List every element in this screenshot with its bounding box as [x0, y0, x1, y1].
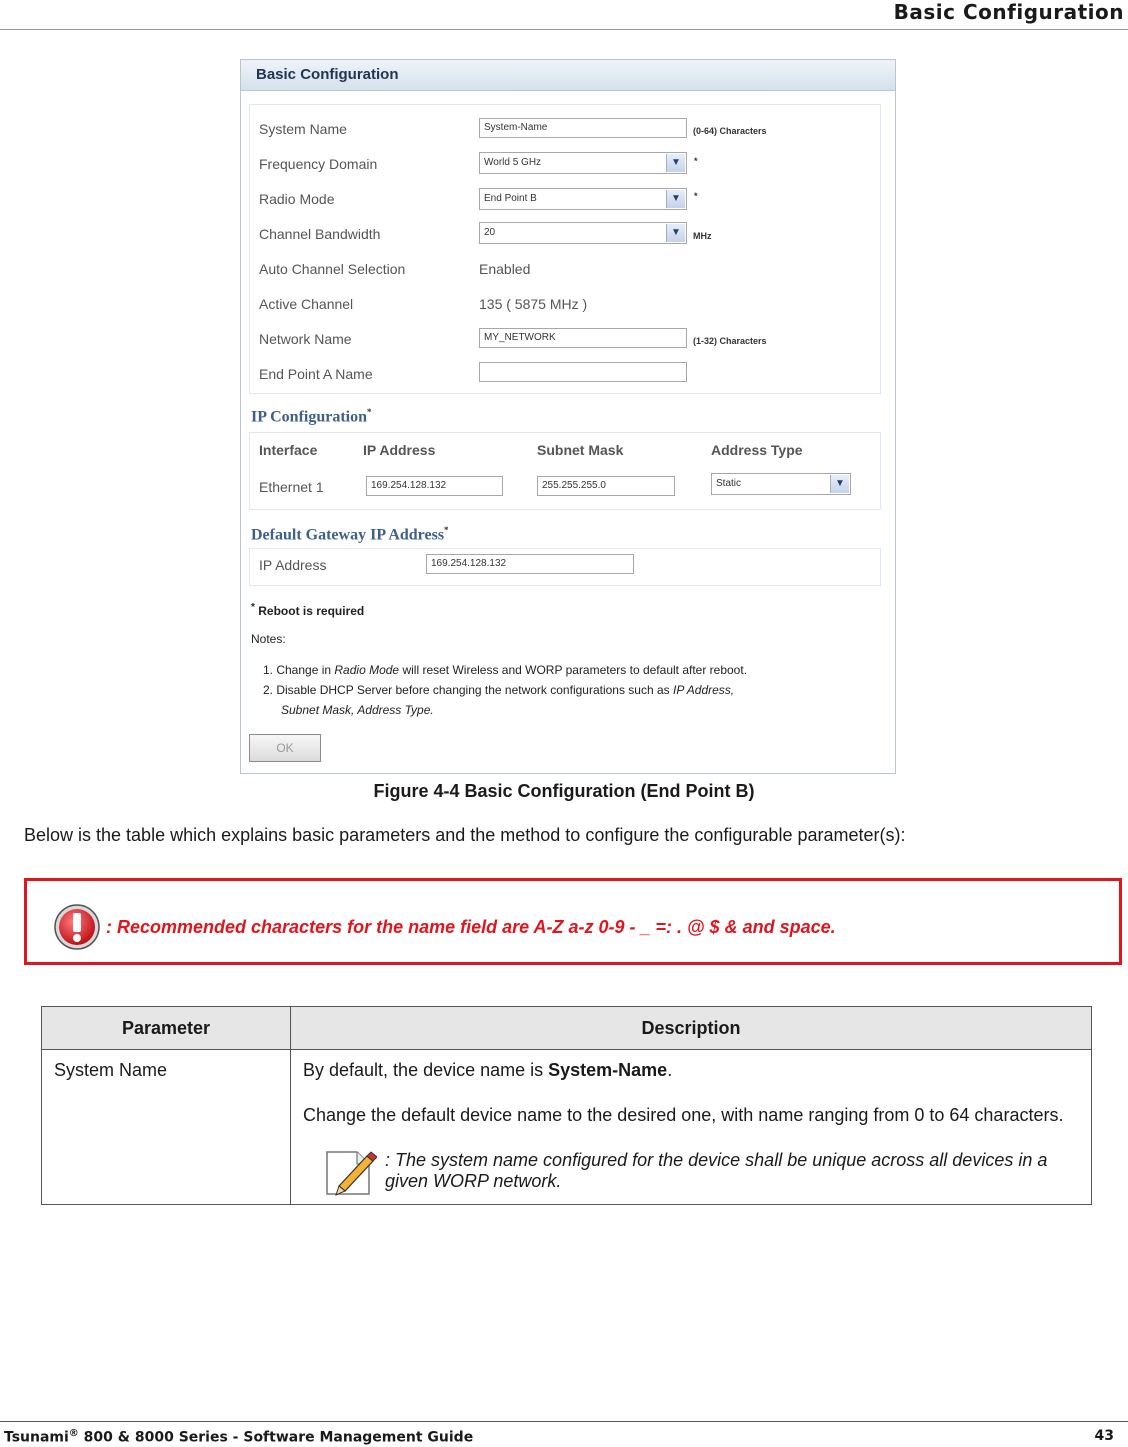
channel-bandwidth-unit: MHz	[693, 231, 712, 241]
table-row	[42, 1050, 1092, 1205]
chevron-down-icon[interactable]: ▼	[666, 154, 685, 172]
address-type-value: Static	[716, 478, 742, 489]
active-channel-value: 135 ( 5875 MHz )	[479, 296, 588, 312]
table-header-row	[42, 1007, 1092, 1050]
channel-bandwidth-select[interactable]	[479, 222, 687, 244]
radio-mode-label: Radio Mode	[259, 191, 335, 207]
reboot-required-note: * Reboot is required	[251, 602, 365, 618]
network-name-hint: (1-32) Characters	[693, 336, 767, 346]
frequency-domain-value: World 5 GHz	[484, 157, 542, 168]
chevron-down-icon[interactable]: ▼	[666, 224, 685, 242]
network-name-input[interactable]: MY_NETWORK	[479, 328, 687, 348]
warning-text: : Recommended characters for the name field are A-Z a-z 0-9 - _ =: . @ $ & and space.	[106, 917, 836, 937]
frequency-domain-required: *	[694, 156, 698, 166]
parameter-name-cell: System Name	[42, 1050, 291, 1205]
system-name-label: System Name	[259, 121, 347, 137]
radio-mode-select[interactable]	[479, 188, 687, 210]
description-change-text: Change the default device name to the desired one, with name ranging from 0 to 64 characters.	[303, 1105, 1064, 1125]
network-name-label: Network Name	[259, 331, 352, 347]
end-point-a-name-label: End Point A Name	[259, 366, 373, 382]
default-gateway-heading: Default Gateway IP Address*	[251, 525, 449, 544]
ip-configuration-heading: IP Configuration*	[251, 407, 372, 426]
parameter-table	[41, 1006, 1092, 1205]
auto-channel-selection-label: Auto Channel Selection	[259, 261, 406, 277]
note-2-continued: Subnet Mask, Address Type.	[281, 703, 434, 717]
intro-paragraph: Below is the table which explains basic parameters and the method to configure the configurable parameter(s):	[24, 825, 906, 845]
auto-channel-selection-value: Enabled	[479, 261, 531, 277]
footer-guide-title: Tsunami® 800 & 8000 Series - Software Management Guide	[4, 1428, 474, 1446]
running-header-title: Basic Configuration	[893, 0, 1124, 24]
page-number: 43	[1094, 1428, 1114, 1444]
gateway-ip-address-input[interactable]: 169.254.128.132	[426, 554, 634, 574]
frequency-domain-label: Frequency Domain	[259, 156, 378, 172]
note-text: : The system name configured for the device shall be unique across all devices in a given WORP network.	[385, 1150, 1048, 1191]
system-name-hint: (0-64) Characters	[693, 126, 767, 136]
header-rule	[0, 29, 1128, 30]
ip-address-input[interactable]: 169.254.128.132	[366, 476, 503, 496]
ok-button[interactable]: OK	[249, 734, 321, 762]
col-ip-address-header: IP Address	[363, 442, 436, 458]
pencil-note-icon	[323, 1148, 377, 1198]
channel-bandwidth-label: Channel Bandwidth	[259, 226, 381, 242]
subnet-mask-input[interactable]: 255.255.255.0	[537, 476, 675, 496]
panel-title: Basic Configuration	[256, 66, 399, 83]
interface-ethernet-1: Ethernet 1	[259, 479, 324, 495]
channel-bandwidth-value: 20	[484, 227, 496, 238]
frequency-domain-select[interactable]	[479, 152, 687, 174]
gateway-ip-address-label: IP Address	[259, 557, 327, 573]
end-point-a-name-input[interactable]	[479, 362, 687, 382]
col-interface-header: Interface	[259, 442, 318, 458]
radio-mode-required: *	[694, 191, 698, 201]
chevron-down-icon[interactable]: ▼	[830, 475, 849, 493]
note-1: 1. Change in Radio Mode will reset Wireless and WORP parameters to default after reboot.	[263, 663, 748, 677]
warning-exclamation-icon	[53, 903, 101, 951]
col-subnet-mask-header: Subnet Mask	[537, 442, 624, 458]
note-2: 2. Disable DHCP Server before changing the network configurations such as IP Address,	[263, 683, 735, 697]
active-channel-label: Active Channel	[259, 296, 354, 312]
warning-callout	[24, 878, 1122, 965]
description-cell	[291, 1050, 1092, 1205]
note-callout	[303, 1150, 1079, 1192]
figure-caption: Figure 4-4 Basic Configuration (End Point B)	[373, 781, 755, 801]
notes-heading: Notes:	[251, 632, 286, 646]
radio-mode-value: End Point B	[484, 193, 537, 204]
parameter-column-header: Parameter	[42, 1007, 291, 1050]
footer-rule	[0, 1421, 1128, 1422]
basic-configuration-screenshot	[240, 59, 896, 774]
system-name-input[interactable]: System-Name	[479, 118, 687, 138]
panel-titlebar	[241, 60, 895, 91]
general-settings-panel	[249, 104, 881, 394]
description-column-header: Description	[291, 1007, 1092, 1050]
description-default-text: By default, the device name is System-Name.	[303, 1060, 673, 1080]
col-address-type-header: Address Type	[711, 442, 803, 458]
chevron-down-icon[interactable]: ▼	[666, 190, 685, 208]
address-type-select[interactable]	[711, 473, 851, 495]
